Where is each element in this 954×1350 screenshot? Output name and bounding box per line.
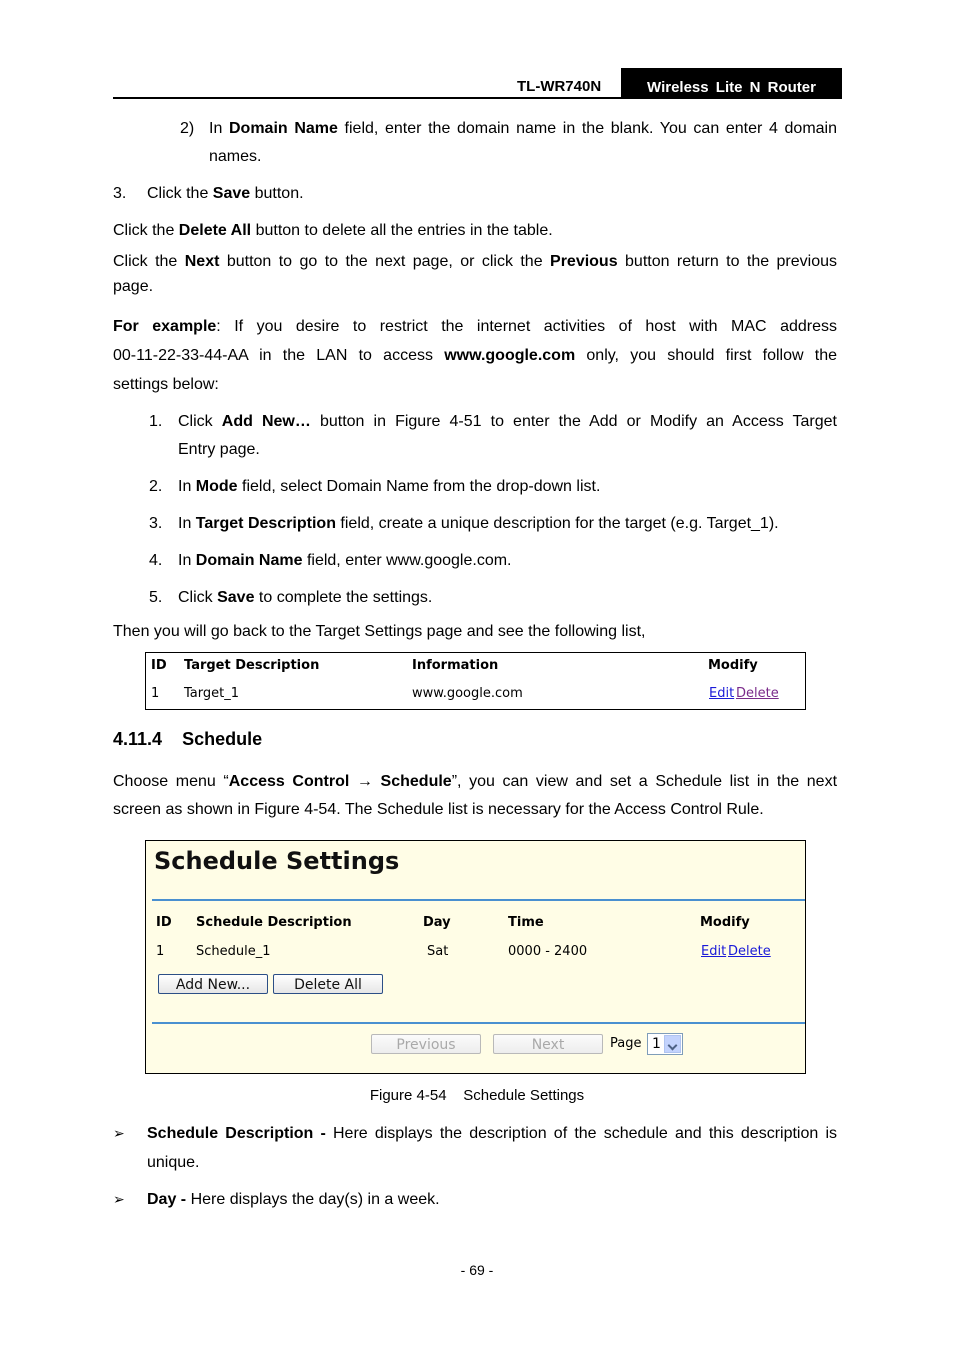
sched-th-day: Day: [423, 915, 451, 930]
step3-number: 3.: [113, 185, 127, 202]
substep-line2: names.: [209, 148, 262, 165]
delete-all-button[interactable]: Delete All: [273, 974, 383, 994]
panel-divider-top: [152, 899, 805, 901]
bullet-2: Day - Here displays the day(s) in a week.: [147, 1191, 440, 1208]
choose-line1: Choose menu “Access Control → Schedule”, you can view and set a Schedule list in the next: [113, 773, 838, 790]
bullet-arrow-icon: ➢: [113, 1191, 125, 1207]
example-line2: 00-11-22-33-44-AA in the LAN to access www.google.com only, you should first follow the: [113, 347, 837, 364]
sched-th-description: Schedule Description: [196, 915, 352, 930]
step-4-text: In Domain Name field, enter www.google.com.: [178, 552, 512, 569]
cell-target-description: Target_1: [184, 686, 239, 701]
bullet-arrow-icon: ➢: [113, 1125, 125, 1141]
page-number: - 69 -: [460, 1262, 494, 1278]
target-table: [145, 652, 806, 710]
example-line1: For example: If you desire to restrict the internet activities of host with MAC address: [113, 318, 837, 335]
next-prev-line1: Click the Next button to go to the next page, or click the Previous button return to the previous: [113, 253, 838, 270]
sched-cell-time: 0000 - 2400: [508, 944, 588, 959]
substep-number: 2): [180, 120, 195, 137]
step-1-line2: Entry page.: [178, 441, 260, 458]
target-delete-link[interactable]: Delete: [736, 686, 779, 701]
th-id: ID: [151, 658, 167, 673]
step-2-number: 2.: [149, 478, 163, 495]
step-4-number: 4.: [149, 552, 163, 569]
page-select[interactable]: [647, 1033, 683, 1055]
panel-divider-bottom: [152, 1022, 805, 1024]
next-button[interactable]: Next: [493, 1034, 603, 1054]
substep-line1: In Domain Name field, enter the domain name in the blank. You can enter 4 domain: [209, 120, 838, 137]
step3-text: Click the Save button.: [147, 185, 304, 202]
header-rule: [113, 97, 842, 99]
sched-cell-description: Schedule_1: [196, 944, 271, 959]
cell-id: 1: [151, 686, 160, 701]
page-label: Page: [610, 1036, 642, 1051]
th-modify: Modify: [708, 658, 758, 673]
bullet-1-line1: Schedule Description - Here displays the description of the schedule and this description is: [147, 1125, 837, 1142]
header-product: Wireless Lite N Router: [621, 68, 842, 99]
schedule-edit-link[interactable]: Edit: [701, 944, 727, 959]
example-line3: settings below:: [113, 376, 219, 393]
step-1-number: 1.: [149, 413, 163, 430]
chevron-down-icon[interactable]: [664, 1035, 681, 1053]
target-edit-link[interactable]: Edit: [709, 686, 735, 701]
header-model: TL-WR740N: [517, 78, 602, 95]
add-new-button[interactable]: Add New...: [158, 974, 268, 994]
section-heading: [113, 729, 262, 750]
cell-information: www.google.com: [412, 686, 523, 701]
bullet-1-line2: unique.: [147, 1154, 200, 1171]
arrow-icon: →: [356, 773, 373, 790]
page-select-value: 1: [652, 1036, 661, 1052]
choose-line2: screen as shown in Figure 4-54. The Schedule list is necessary for the Access Control Rule.: [113, 801, 764, 818]
section-title: Schedule: [182, 729, 263, 749]
th-information: Information: [412, 658, 499, 673]
section-number: 4.11.4: [113, 729, 163, 749]
panel-title: Schedule Settings: [154, 847, 400, 875]
step-2-text: In Mode field, select Domain Name from the drop-down list.: [178, 478, 601, 495]
sched-cell-day: Sat: [427, 944, 449, 959]
sched-cell-id: 1: [156, 944, 165, 959]
step-5-text: Click Save to complete the settings.: [178, 589, 433, 606]
delete-all-text: Click the Delete All button to delete all the entries in the table.: [113, 222, 553, 239]
figure-caption: Figure 4-54 Schedule Settings: [369, 1087, 585, 1104]
schedule-delete-link[interactable]: Delete: [728, 944, 771, 959]
step-1-line1: Click Add New… button in Figure 4-51 to enter the Add or Modify an Access Target: [178, 413, 837, 430]
step-3-text: In Target Description field, create a unique description for the target (e.g. Target_1).: [178, 515, 779, 532]
then-text: Then you will go back to the Target Settings page and see the following list,: [113, 623, 646, 640]
sched-th-time: Time: [508, 915, 544, 930]
step-5-number: 5.: [149, 589, 163, 606]
previous-button[interactable]: Previous: [371, 1034, 481, 1054]
sched-th-modify: Modify: [700, 915, 750, 930]
step-3-number: 3.: [149, 515, 163, 532]
next-prev-line2: page.: [113, 278, 154, 295]
th-target-description: Target Description: [184, 658, 320, 673]
sched-th-id: ID: [156, 915, 172, 930]
schedule-settings-panel: [145, 840, 806, 1074]
